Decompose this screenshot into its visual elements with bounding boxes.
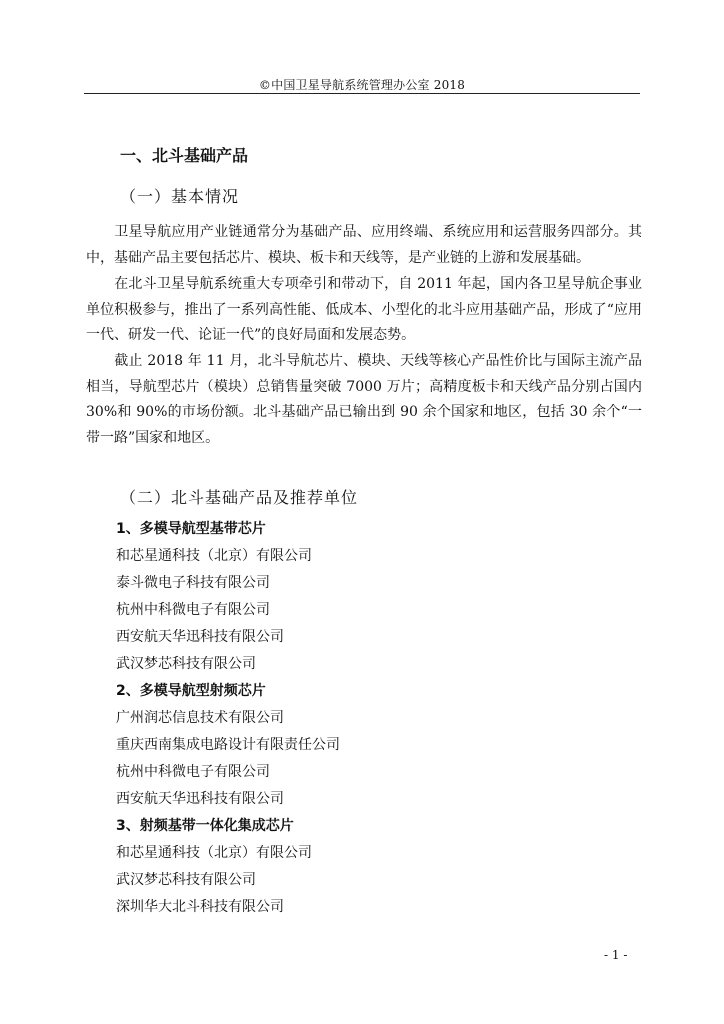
subsection-title-products-and-units: （二）北斗基础产品及推荐单位 [120, 488, 359, 507]
company-name: 和芯星通科技（北京）有限公司 [116, 845, 312, 861]
paragraph [86, 220, 642, 271]
company-name: 重庆西南集成电路设计有限责任公司 [116, 737, 340, 753]
paragraph [86, 349, 642, 451]
paragraph-text: 在北斗卫星导航系统重大专项牵引和带动下，自 2011 年起，国内各卫星导航企事业单位积极参与，推出了一系列高性能、低成本、小型化的北斗应用基础产品，形成了“应用一代、研发一代、论证一代”的良好局面和发展态势。 [86, 276, 642, 344]
company-name: 武汉梦芯科技有限公司 [116, 656, 256, 672]
company-name: 西安航天华迅科技有限公司 [116, 791, 284, 807]
category-title: 3、射频基带一体化集成芯片 [116, 818, 294, 834]
company-name: 泰斗微电子科技有限公司 [116, 575, 270, 591]
category-title: 1、多模导航型基带芯片 [116, 521, 266, 537]
category-title: 2、多模导航型射频芯片 [116, 683, 266, 699]
header-divider [84, 93, 640, 94]
product-category-list [116, 516, 616, 921]
company-name: 武汉梦芯科技有限公司 [116, 872, 256, 888]
company-name: 西安航天华迅科技有限公司 [116, 629, 284, 645]
section-title: 一、北斗基础产品 [120, 146, 249, 165]
paragraph [86, 272, 642, 349]
paragraph-text: 截止 2018 年 11 月，北斗导航芯片、模块、天线等核心产品性价比与国际主流产品相当，导航型芯片（模块）总销售量突破 7000 万片；高精度板卡和天线产品分别占国内 30%和 90%的市场份额。北斗基础产品已输出到 90 余个国家和地区，包括 30 余个“一带一路”国家和地区。 [86, 353, 642, 446]
company-name: 广州润芯信息技术有限公司 [116, 710, 284, 726]
paragraph-text: 卫星导航应用产业链通常分为基础产品、应用终端、系统应用和运营服务四部分。其中，基础产品主要包括芯片、模块、板卡和天线等，是产业链的上游和发展基础。 [86, 224, 642, 266]
company-name: 深圳华大北斗科技有限公司 [116, 899, 284, 915]
page-number: - 1 - [604, 948, 628, 962]
subsection-title-basic-situation: （一）基本情况 [120, 187, 240, 206]
company-name: 杭州中科微电子有限公司 [116, 602, 270, 618]
page-header: ©中国卫星导航系统管理办公室 2018 [258, 78, 466, 92]
company-name: 和芯星通科技（北京）有限公司 [116, 548, 312, 564]
company-name: 杭州中科微电子有限公司 [116, 764, 270, 780]
